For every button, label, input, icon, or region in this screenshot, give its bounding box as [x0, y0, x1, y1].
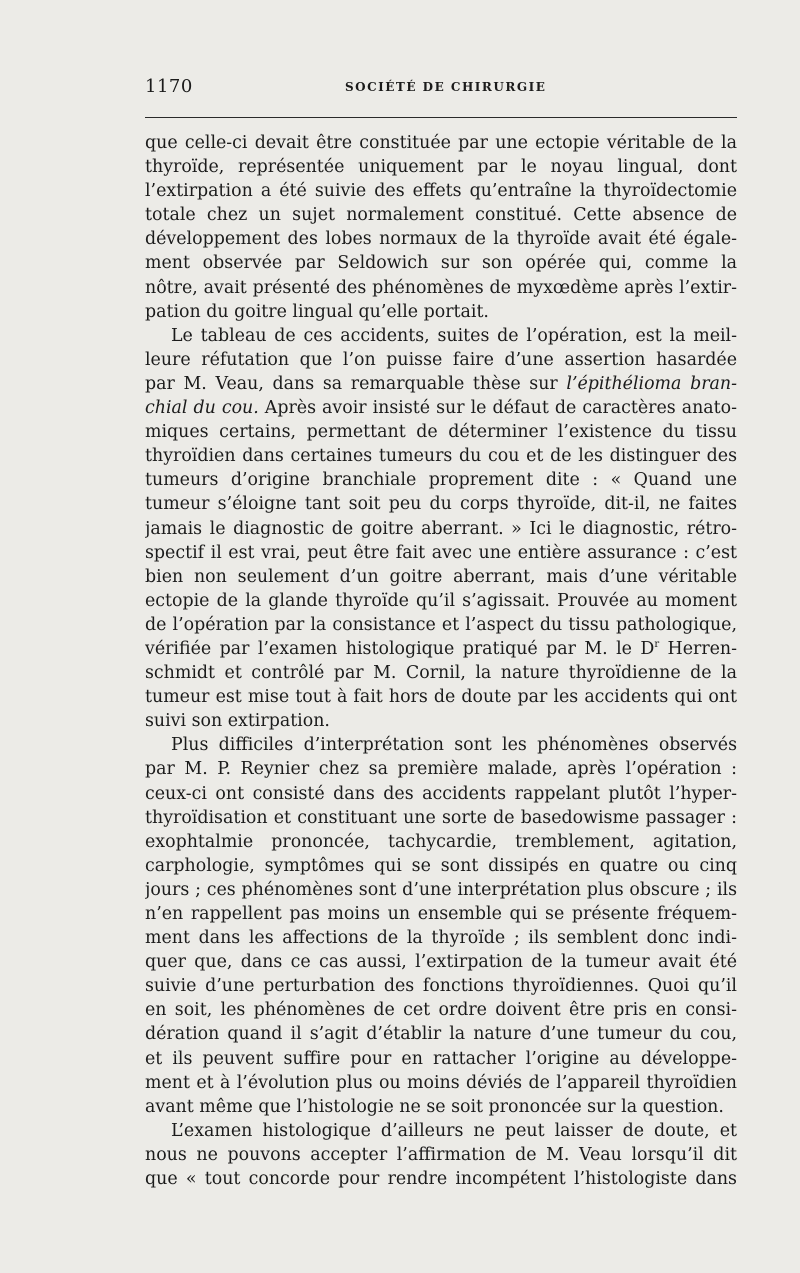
paragraph — [145, 1119, 737, 1191]
text-line: nôtre, avait présenté des phénomènes de myxœdème après l’extir- — [145, 277, 737, 298]
text-line: thyroïdien dans certaines tumeurs du cou et de les distinguer des — [145, 446, 737, 467]
text-line: thyroïde, représentée uniquement par le noyau lingual, dont — [145, 157, 737, 178]
text-line: ceux-ci ont consisté dans des accidents rappelant plutôt l’hyper- — [145, 783, 737, 804]
text-line: que celle-ci devait être constituée par une ectopie véritable de la — [145, 133, 737, 153]
text-line: carphologie, symptômes qui se sont dissipés en quatre ou cinq — [145, 855, 737, 876]
text-line: de l’opération par la consistance et l’aspect du tissu pathologique, — [145, 614, 737, 635]
text-line: ment dans les affections de la thyroïde ; ils semblent donc indi- — [145, 928, 737, 949]
text-line: ment et à l’évolution plus ou moins déviés de l’appareil thyroïdien — [145, 1072, 737, 1093]
journal-title: SOCIÉTÉ DE CHIRURGIE — [345, 80, 547, 94]
text-line: tumeur est mise tout à fait hors de doute par les accidents qui ont — [145, 687, 737, 708]
paragraph — [145, 733, 737, 1119]
text-line: tumeurs d’origine branchiale proprement dite : « Quand une — [145, 470, 737, 491]
text-line: exophtalmie prononcée, tachycardie, tremblement, agitation, — [145, 831, 737, 852]
text-line: que « tout concorde pour rendre incompétent l’histologiste dans — [145, 1169, 737, 1190]
text-line — [145, 372, 737, 396]
text-line — [145, 637, 737, 661]
text-line: bien non seulement d’un goitre aberrant, mais d’une véritable — [145, 566, 737, 587]
text-span: Herren- — [659, 638, 737, 659]
superscript: r — [654, 639, 660, 651]
text-line: n’en rappellent pas moins un ensemble qui se présente fréquem- — [145, 904, 737, 924]
text-line: quer que, dans ce cas aussi, l’extirpation de la tumeur avait été — [145, 952, 737, 973]
text-line: jours ; ces phénomènes sont d’une interprétation plus obscure ; ils — [145, 879, 737, 900]
page-number: 1170 — [145, 76, 193, 97]
text-line: jamais le diagnostic de goitre aberrant. » Ici le diagnostic, rétro- — [145, 518, 737, 539]
text-line: tumeur s’éloigne tant soit peu du corps thyroïde, dit-il, ne faites — [145, 494, 737, 515]
text-line — [145, 396, 737, 420]
text-line: l’extirpation a été suivie des effets qu’entraîne la thyroïdectomie — [145, 181, 737, 202]
text-line: et ils peuvent suffire pour en rattacher l’origine au développe- — [145, 1048, 737, 1069]
header-rule — [145, 117, 737, 118]
body-text — [145, 131, 737, 1191]
text-line: leure réfutation que l’on puisse faire d’une assertion hasardée — [145, 349, 737, 370]
text-line: dération quand il s’agit d’établir la nature d’une tumeur du cou, — [145, 1024, 737, 1045]
text-span: Après avoir insisté sur le défaut de caractères anato- — [258, 398, 737, 419]
text-line: Le tableau de ces accidents, suites de l’opération, est la meil- — [171, 325, 737, 346]
text-line: L’examen histologique d’ailleurs ne peut laisser de doute, et — [171, 1120, 737, 1141]
text-line: nous ne pouvons accepter l’affirmation de M. Veau lorsqu’il dit — [145, 1144, 737, 1165]
text-line: spectif il est vrai, peut être fait avec une entière assurance : c’est — [145, 542, 737, 563]
text-line: totale chez un sujet normalement constitué. Cette absence de — [145, 205, 737, 226]
paragraph — [145, 131, 737, 324]
text-line: ectopie de la glande thyroïde qu’il s’agissait. Prouvée au moment — [145, 590, 737, 611]
text-line: en soit, les phénomènes de cet ordre doivent être pris en consi- — [145, 1000, 737, 1021]
italic-title: l’épithélioma bran- — [566, 373, 737, 394]
text-line: suivi son extirpation. — [145, 711, 330, 732]
text-line: développement des lobes normaux de la thyroïde avait été égale- — [145, 229, 737, 250]
text-span: vérifiée par l’examen histologique pratiqué par M. le D — [145, 638, 655, 659]
text-span: par M. Veau, dans sa remarquable thèse sur — [145, 373, 567, 394]
italic-title: chial du cou. — [145, 398, 259, 419]
text-line: avant même que l’histologie ne se soit prononcée sur la question. — [145, 1096, 724, 1117]
running-head — [145, 76, 737, 102]
text-line: pation du goitre lingual qu’elle portait. — [145, 301, 489, 322]
text-line: miques certains, permettant de déterminer l’existence du tissu — [145, 422, 737, 443]
text-line: suivie d’une perturbation des fonctions thyroïdiennes. Quoi qu’il — [145, 976, 737, 997]
text-line: thyroïdisation et constituant une sorte de basedowisme passager : — [145, 807, 737, 828]
text-line: par M. P. Reynier chez sa première malade, après l’opération : — [145, 759, 737, 780]
text-line: ment observée par Seldowich sur son opérée qui, comme la — [145, 253, 737, 274]
text-line: schmidt et contrôlé par M. Cornil, la nature thyroïdienne de la — [145, 663, 737, 684]
paragraph — [145, 324, 737, 734]
text-line: Plus difficiles d’interprétation sont les phénomènes observés — [171, 735, 737, 756]
